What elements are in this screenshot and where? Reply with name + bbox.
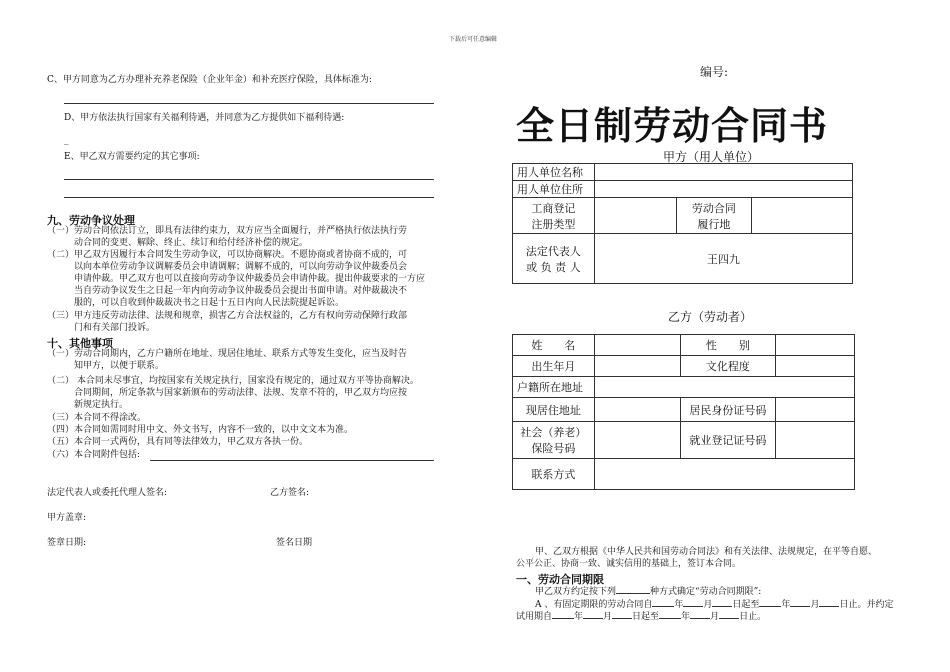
probation-end-day[interactable] <box>719 609 739 619</box>
perform-place-value[interactable] <box>752 198 853 234</box>
education-value[interactable] <box>776 356 855 377</box>
legal-representative-label <box>513 234 595 284</box>
fixed-end-month[interactable] <box>790 597 810 607</box>
contract-title: 全日制劳动合同书 <box>516 104 829 148</box>
residence-value[interactable] <box>594 398 680 422</box>
id-number-value[interactable] <box>776 398 855 422</box>
name-label: 姓 名 <box>513 335 595 356</box>
social-insurance-label <box>513 422 595 459</box>
employment-number-value[interactable] <box>776 422 855 459</box>
month-label: 月 <box>703 600 713 610</box>
year-label: 年 <box>681 612 691 622</box>
party-a-table <box>512 163 853 284</box>
registration-type-value[interactable] <box>594 198 676 234</box>
section-1-title: 一、劳动合同期限 <box>516 573 604 586</box>
social-insurance-value[interactable] <box>594 422 680 459</box>
contract-number-label: 编号: <box>700 65 729 79</box>
section-10-line-2: 知甲方，以便于联系。 <box>74 361 165 371</box>
section-10-line-9: （六）本合同附件包括: <box>47 450 141 460</box>
year-label: 年 <box>574 612 584 622</box>
section-9-line-2: 动合同的变更、解除、终止、续订和给付经济补偿的规定。 <box>74 238 309 248</box>
hukou-address-label: 户籍所在地址 <box>513 377 595 398</box>
probation-start-day[interactable] <box>612 609 632 619</box>
month-label: 月 <box>710 612 720 622</box>
section-10-line-3: （二） 本合同未尽事宜，均按国家有关规定执行，国家没有规定的，通过双方平等协商解决。 <box>47 376 419 386</box>
party-b-table <box>512 334 855 490</box>
section-10-title: 十、其他事项 <box>47 337 113 350</box>
section-9-line-9: 门和有关部门投诉。 <box>74 323 156 333</box>
blank-line-e1 <box>64 179 434 180</box>
section-9-line-6: 当自劳动争议发生之日起一年内向劳动争议仲裁委员会提出书面申请。对仲裁裁决不 <box>74 286 408 296</box>
term-method-blank[interactable] <box>616 584 650 594</box>
employment-number-label: 就业登记证号码 <box>680 422 776 459</box>
perform-place-label <box>676 198 752 234</box>
id-number-label: 居民身份证号码 <box>680 398 776 422</box>
blank-line-e2 <box>64 197 434 198</box>
social-insurance-line-1: 社会（养老） <box>520 426 587 439</box>
term-line-3 <box>516 609 766 623</box>
registration-type-line-2: 注册类型 <box>531 217 576 231</box>
contact-value[interactable] <box>594 459 854 490</box>
sign-party-b-label: 乙方签名: <box>270 488 310 498</box>
hukou-address-value[interactable] <box>594 377 854 398</box>
legal-representative-value[interactable]: 王四九 <box>594 234 852 284</box>
sign-date-a-label: 签章日期: <box>47 538 87 548</box>
education-label: 文化程度 <box>680 356 776 377</box>
section-9-line-3: （二）甲乙双方因履行本合同发生劳动争议，可以协商解决。不愿协商或者协商不成的，可 <box>47 250 408 260</box>
birth-label: 出生年月 <box>513 356 595 377</box>
fixed-end-day[interactable] <box>819 597 839 607</box>
sign-representative-label: 法定代表人或委托代理人签名: <box>47 488 168 498</box>
term-line-1-a: 甲乙双方约定按下列 <box>535 587 617 597</box>
probation-label: 试用期自 <box>516 612 553 622</box>
section-9-line-5: 申请仲裁。甲乙双方也可以直接向劳动争议仲裁委员会申请仲裁。提出仲裁要求的一方应 <box>74 274 426 284</box>
section-10-line-6: （三）本合同不得涂改。 <box>47 413 147 423</box>
residence-label: 现居住地址 <box>513 398 595 422</box>
section-9-title: 九、劳动争议处理 <box>47 214 135 227</box>
party-a-caption: 甲方（用人单位） <box>663 150 760 164</box>
probation-start-year[interactable] <box>552 609 574 619</box>
section-9-line-8: （三）甲方违反劳动法律、法规和规章，损害乙方合法权益的，乙方有权向劳动保障行政部 <box>47 311 408 321</box>
term-line-1-b: 种方式确定“劳动合同期限”: <box>650 587 762 597</box>
registration-type-line-1: 工商登记 <box>531 201 576 215</box>
section-10-line-8: （五）本合同一式两份，具有同等法律效力，甲乙双方各执一份。 <box>47 437 309 447</box>
name-value[interactable] <box>594 335 680 356</box>
month-label: 月 <box>603 612 613 622</box>
probation-start-month[interactable] <box>583 609 603 619</box>
gender-label: 性 别 <box>680 335 776 356</box>
section-10-line-5: 新规定执行。 <box>74 400 129 410</box>
intro-line-2: 公平公正、协商一致、诚实信用的基础上，签订本合同。 <box>516 559 742 569</box>
gender-value[interactable] <box>776 335 855 356</box>
day-to-label: 日止。并约定 <box>839 600 894 610</box>
day-from-label: 日起至 <box>732 600 760 610</box>
perform-place-line-1: 劳动合同 <box>691 201 736 215</box>
clause-d-dash: _ <box>64 135 69 145</box>
term-line-1 <box>535 584 761 598</box>
contact-label: 联系方式 <box>513 459 595 490</box>
fixed-end-year[interactable] <box>759 597 781 607</box>
legal-representative-line-1: 法定代表人 <box>525 244 581 258</box>
birth-value[interactable] <box>594 356 680 377</box>
clause-c: C、甲方同意为乙方办理补充养老保险（企业年金）和补充医疗保险，具体标准为: <box>47 75 372 85</box>
registration-type-label <box>513 198 595 234</box>
sign-date-b-label: 签名日期 <box>276 538 313 548</box>
section-10-line-7: （四）本合同如需同时用中文、外文书写，内容不一致的，以中文文本为准。 <box>47 425 354 435</box>
attachments-blank-line <box>150 460 434 461</box>
fixed-term-label: A 、有固定期限的劳动合同自 <box>535 600 653 610</box>
section-10-line-1: （一）劳动合同期内，乙方户籍所在地址、现居住地址、联系方式等发生变化，应当及时告 <box>47 349 408 359</box>
probation-end-year[interactable] <box>659 609 681 619</box>
year-label: 年 <box>781 600 791 610</box>
perform-place-line-2: 履行地 <box>697 217 731 231</box>
seal-party-a-label: 甲方盖章: <box>47 513 87 523</box>
section-9-line-1: （一）劳动合同依法订立，即具有法律约束力，双方应当全面履行，并严格执行依法执行劳 <box>47 226 408 236</box>
legal-representative-line-2: 或 负 责 人 <box>526 260 581 274</box>
fixed-start-month[interactable] <box>683 597 703 607</box>
header-note: 下载后可任意编辑 <box>449 36 498 43</box>
intro-line-1: 甲、乙双方根据《中华人民共和国劳动合同法》和有关法律、法规规定，在平等自愿、 <box>535 547 878 557</box>
year-label: 年 <box>674 600 684 610</box>
party-b-caption: 乙方（劳动者） <box>668 310 753 324</box>
unit-address-value[interactable] <box>594 181 852 198</box>
blank-line-c <box>64 103 434 104</box>
section-9-line-7: 服的，可以自收到仲裁裁决书之日起十五日内向人民法院提起诉讼。 <box>74 298 345 308</box>
fixed-start-year[interactable] <box>652 597 674 607</box>
probation-end-month[interactable] <box>690 609 710 619</box>
unit-address-label: 用人单位住所 <box>513 181 595 198</box>
clause-d: D、甲方依法执行国家有关福利待遇，并同意为乙方提供如下福利待遇: <box>64 113 345 123</box>
unit-name-value[interactable] <box>594 164 852 181</box>
clause-e: E、甲乙双方需要约定的其它事项: <box>64 152 200 162</box>
day-to-label: 日止。 <box>739 612 767 622</box>
section-10-line-4: 合同期间，所定条款与国家新颁布的劳动法律、法规、发章不符的，甲乙双方均应按 <box>74 388 408 398</box>
social-insurance-line-2: 保险号码 <box>531 442 576 455</box>
month-label: 月 <box>810 600 820 610</box>
unit-name-label: 用人单位名称 <box>513 164 595 181</box>
section-9-line-4: 以向本单位劳动争议调解委员会申请调解；调解不成的，可以向劳动争议仲裁委员会 <box>74 262 408 272</box>
day-from-label: 日起至 <box>632 612 660 622</box>
fixed-start-day[interactable] <box>712 597 732 607</box>
